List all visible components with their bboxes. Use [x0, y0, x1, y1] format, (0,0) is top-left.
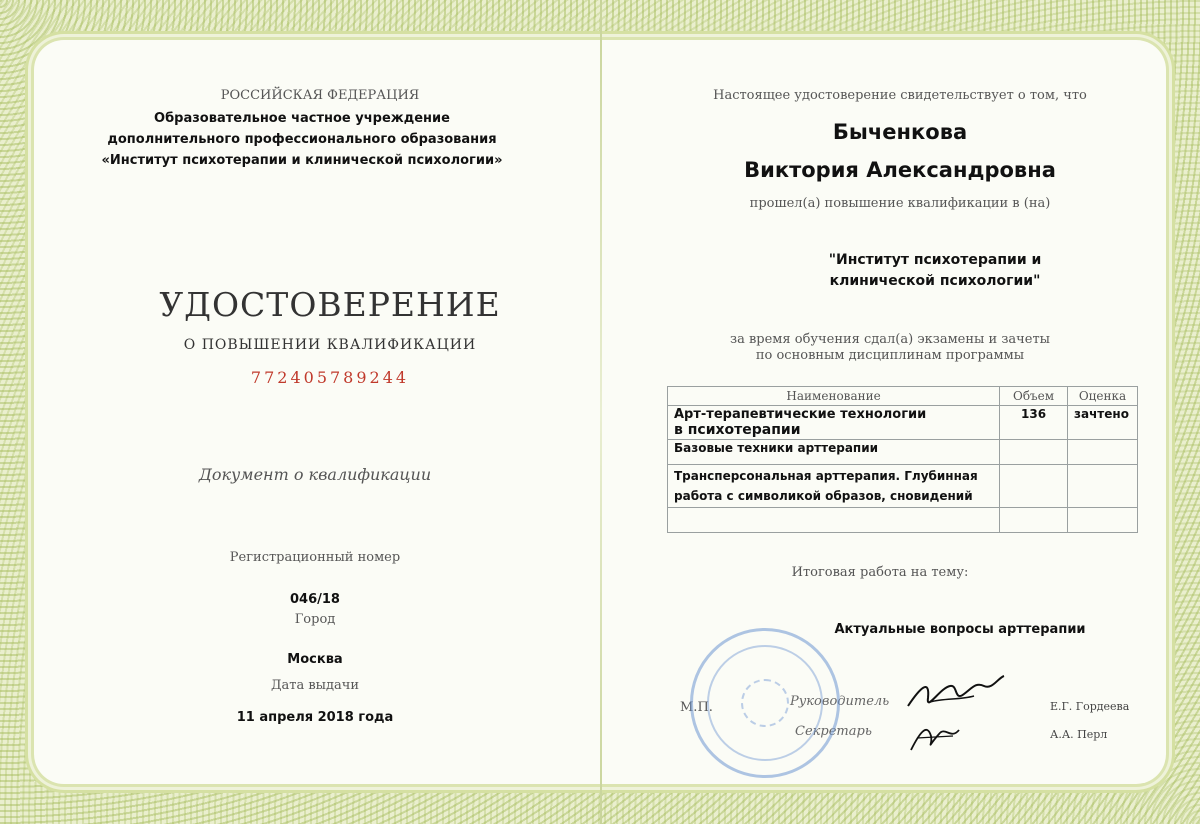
serial-number: 772405789244 [250, 368, 410, 387]
head-label: Руководитель [790, 694, 890, 709]
document-type: Документ о квалификации [198, 465, 432, 484]
institution-name: Образовательное частное учреждение дополнительного профессионального образования «Институт психотерапии и клинической психологии» [101, 111, 503, 168]
registration-number: 046/18 [290, 592, 340, 607]
subject-name: Базовые техники арттерапии [668, 440, 1000, 465]
secretary-signature [905, 716, 965, 756]
document-title: УДОСТОВЕРЕНИЕ [159, 285, 501, 324]
subject-volume: 136 [1000, 406, 1068, 440]
seal-place-label: М.П. [680, 700, 713, 715]
city-value: Москва [287, 652, 343, 667]
seal-emblem [741, 679, 789, 727]
table-row [668, 508, 1138, 533]
registration-label: Регистрационный номер [229, 550, 401, 565]
grades-table [667, 386, 1138, 533]
subject-line-2: в психотерапии [674, 422, 801, 438]
header-grade: Оценка [1068, 387, 1138, 406]
subject-line-1: Трансперсональная арттерапия. Глубинная [674, 469, 978, 483]
holder-given-names: Виктория Александровна [744, 158, 1056, 182]
table-row [668, 440, 1138, 465]
subject-line-1: Арт-терапевтические технологии [674, 407, 927, 422]
country-header: РОССИЙСКАЯ ФЕДЕРАЦИЯ [220, 88, 420, 103]
exams-line-1: за время обучения сдал(а) экзамены и зачеты [730, 332, 1050, 347]
final-work-label: Итоговая работа на тему: [791, 565, 969, 580]
subject-volume [1000, 508, 1068, 533]
exams-line-2: по основным дисциплинам программы [755, 348, 1025, 363]
subject-grade [1068, 440, 1138, 465]
subject-grade [1068, 465, 1138, 508]
subject-line-2: работа с символикой образов, сновидений [674, 489, 973, 503]
final-work-topic: Актуальные вопросы арттерапии [834, 622, 1086, 637]
subject-volume [1000, 440, 1068, 465]
table-header-row [668, 387, 1138, 406]
official-seal [690, 628, 840, 778]
subject-volume [1000, 465, 1068, 508]
document-subtitle: О ПОВЫШЕНИИ КВАЛИФИКАЦИИ [183, 337, 477, 353]
table-row [668, 465, 1138, 508]
header-volume: Объем [1000, 387, 1068, 406]
city-label: Город [294, 612, 336, 627]
secretary-name: А.А. Перл [1050, 728, 1108, 741]
subject-grade: зачтено [1068, 406, 1138, 440]
issue-date-value: 11 апреля 2018 года [236, 710, 394, 725]
subject-grade [1068, 508, 1138, 533]
issue-date-label: Дата выдачи [270, 678, 360, 693]
subject-name [668, 508, 1000, 533]
subject-name [668, 465, 1000, 508]
table-row [668, 406, 1138, 440]
subject-name [668, 406, 1000, 440]
head-signature [900, 668, 1010, 718]
holder-surname: Быченкова [832, 120, 968, 144]
head-name: Е.Г. Гордеева [1050, 700, 1130, 713]
secretary-label: Секретарь [795, 724, 872, 739]
passed-training-text: прошел(а) повышение квалификации в (на) [749, 196, 1051, 211]
intro-text: Настоящее удостоверение свидетельствует о том, что [713, 88, 1087, 103]
header-name: Наименование [668, 387, 1000, 406]
training-organization: "Институт психотерапии и клинической психологии" [828, 252, 1042, 289]
